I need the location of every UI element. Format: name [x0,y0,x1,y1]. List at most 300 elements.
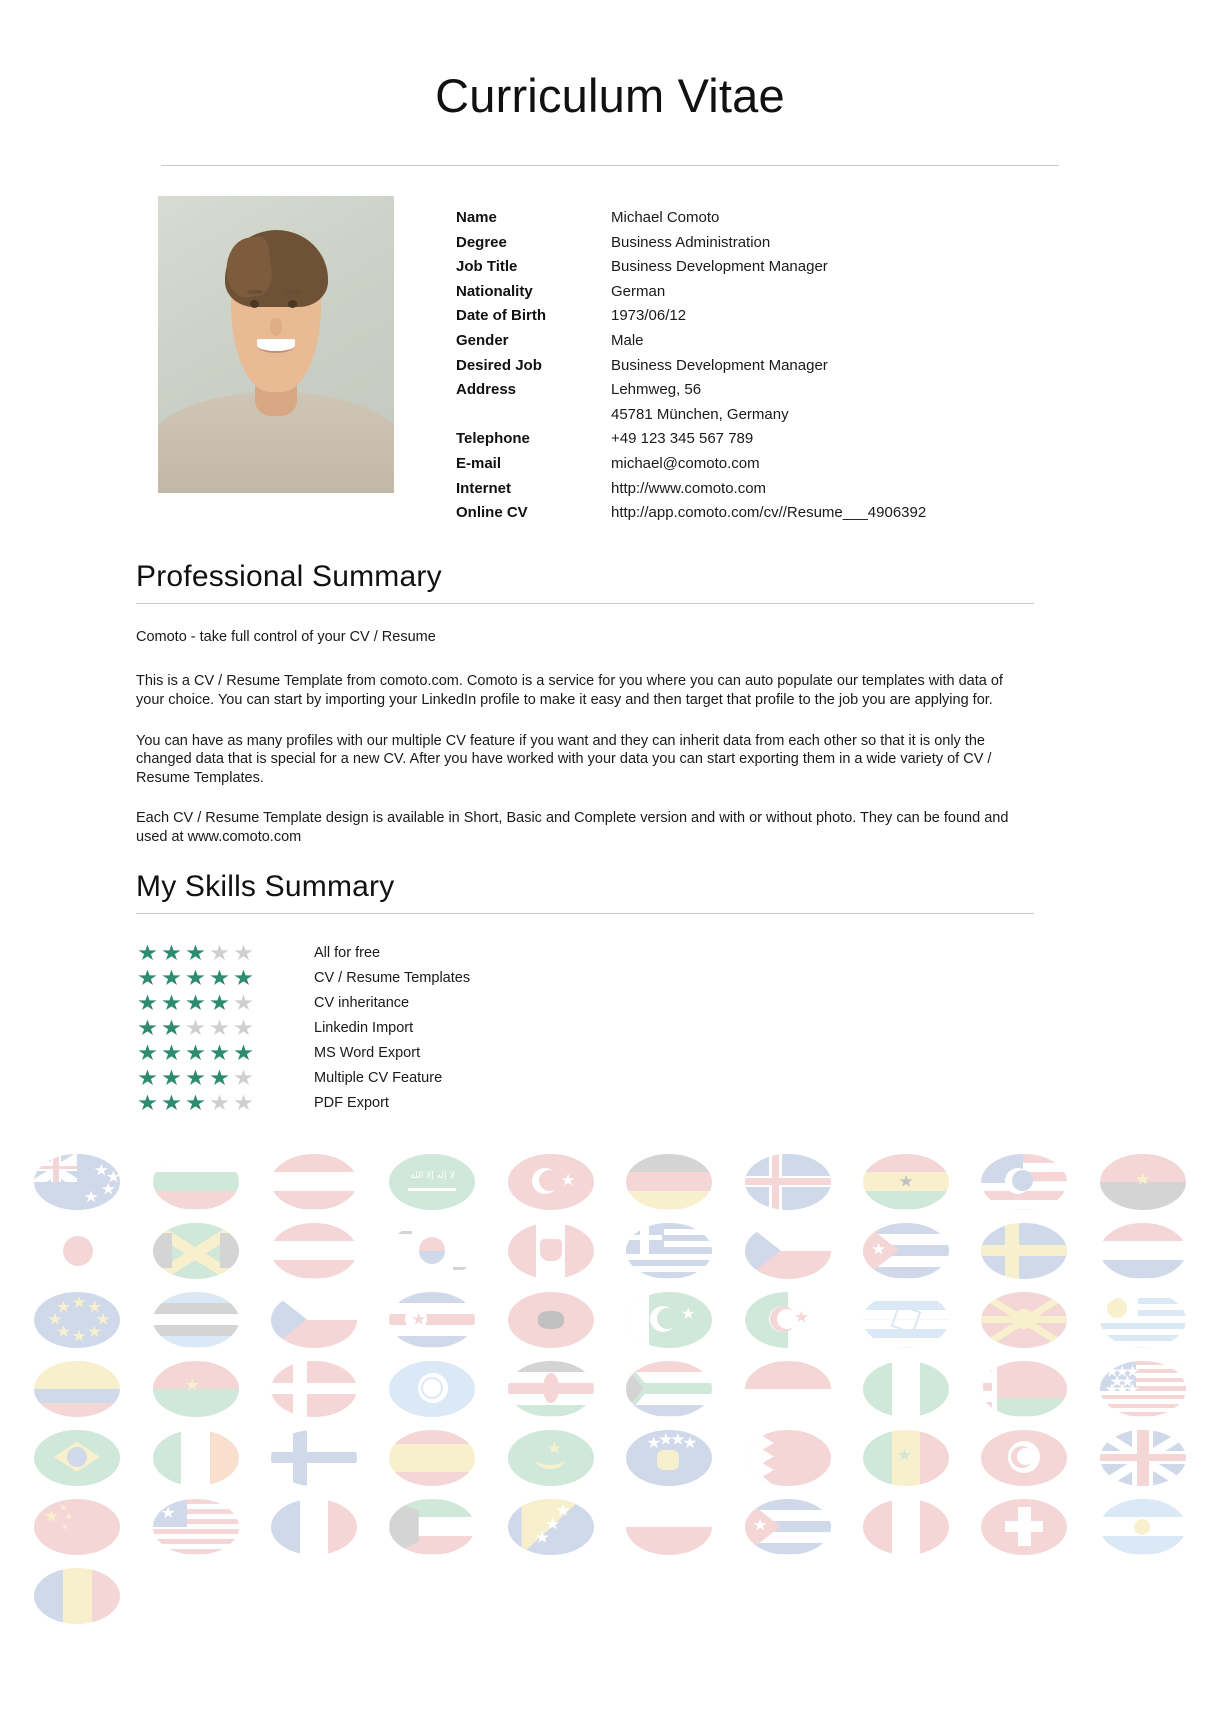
flag-cross-vertical [772,1154,779,1210]
flag-band [1100,1536,1186,1555]
flag-icon [153,1430,239,1486]
flag-cell [255,1217,373,1284]
info-label: Internet [456,479,512,497]
flag-cross-vertical [293,1361,307,1417]
info-value[interactable]: http://app.comoto.com/cv//Resume___4906392 [611,504,927,522]
star-filled-icon [136,967,159,988]
info-row [456,304,926,329]
star-filled-icon [160,1017,183,1038]
flag-cell [965,1217,1083,1284]
flag-maple-leaf-icon [540,1239,562,1261]
flag-band [626,1361,712,1372]
skill-row [136,1090,1084,1115]
flag-icon [271,1361,357,1417]
info-label: Telephone [456,430,530,448]
flag-band [920,1361,949,1417]
flag-cross-horizontal [271,1383,357,1394]
star-filled-icon [184,942,207,963]
star-filled-icon [208,1067,231,1088]
flag-cross-vertical [53,1154,59,1182]
info-row [456,231,926,256]
flag-cell [847,1217,965,1284]
flag-band [863,1223,949,1234]
skills-list [136,940,1084,1115]
flag-cell [18,1286,136,1353]
flag-icon [981,1430,1067,1486]
flag-icon [153,1361,239,1417]
flag-cell [728,1148,846,1215]
flag-cell [610,1493,728,1560]
flag-disc [1107,1298,1127,1318]
flag-band [920,1430,949,1486]
info-value: Male [611,331,644,349]
flag-band [981,1200,1067,1209]
flag-eagle-icon [538,1311,564,1329]
flag-cross-horizontal [745,1178,831,1185]
star-filled-icon [232,1042,255,1063]
info-value: 1973/06/12 [611,307,687,325]
flag-band [508,1223,537,1279]
star-filled-icon [184,967,207,988]
star-filled-icon [136,942,159,963]
flag-crescent-cut [777,1309,797,1329]
flag-band [1100,1223,1186,1242]
flag-band [565,1223,594,1279]
flag-icon [389,1292,475,1348]
flag-band [626,1154,712,1173]
flag-cell [492,1286,610,1353]
flag-band [63,1568,92,1624]
flag-icon [1100,1292,1186,1348]
flag-cell [847,1355,965,1422]
skill-label: MS Word Export [314,1044,421,1061]
info-row [456,255,926,280]
flag-cell [18,1355,136,1422]
flag-icon [745,1361,831,1417]
flag-band [34,1375,120,1389]
flag-icon [981,1499,1067,1555]
flag-band [892,1361,921,1417]
flag-band [508,1405,594,1416]
flag-icon [271,1430,357,1486]
skill-row [136,1015,1084,1040]
flag-band [626,1527,712,1555]
professional-summary-body [136,628,1084,847]
flag-band [34,1361,120,1375]
info-value[interactable]: http://www.comoto.com [611,479,767,497]
skill-label: PDF Export [314,1094,389,1111]
flag-icon [508,1430,594,1486]
identity-block [0,196,1220,526]
flag-cell [610,1148,728,1215]
flag-cell [136,1148,254,1215]
section-heading-skills-summary: My Skills Summary [136,870,395,904]
star-filled-icon [160,1067,183,1088]
info-label: Desired Job [456,356,542,374]
flag-cell [965,1286,1083,1353]
flag-icon [34,1154,120,1210]
flag-icon [34,1292,120,1348]
flag-band [626,1191,712,1210]
flag-cell [847,1424,965,1491]
flag-band [153,1314,239,1325]
flag-icon [34,1499,120,1555]
flag-band [34,1389,120,1403]
flag-band [181,1430,210,1486]
flag-icon [981,1361,1067,1417]
flag-icon [271,1223,357,1279]
flag-cell [18,1148,136,1215]
flag-cell [255,1286,373,1353]
info-row [456,452,926,477]
flag-icon [626,1223,712,1279]
flag-cell [373,1217,491,1284]
flag-cell [728,1286,846,1353]
flag-icon [1100,1499,1186,1555]
flag-crescent-cut [1017,1448,1034,1465]
info-row [456,477,926,502]
flag-cell [255,1355,373,1422]
flag-icon [1100,1223,1186,1279]
flag-gallery [0,1148,1220,1629]
skill-label: All for free [314,944,381,961]
flag-band [1100,1241,1186,1260]
flag-icon [34,1430,120,1486]
flag-cell [610,1355,728,1422]
flag-cell [1084,1493,1202,1560]
flag-cross-vertical [1005,1223,1019,1279]
star-filled-icon [136,1042,159,1063]
flag-icon [626,1154,712,1210]
flag-band [745,1389,831,1417]
flag-cell [847,1148,965,1215]
flag-ray [981,1316,1067,1323]
info-value: Michael Comoto [611,209,720,226]
flag-icon [863,1430,949,1486]
info-label: Gender [456,331,509,349]
flag-icon [863,1361,949,1417]
skill-rating-stars [136,1042,314,1063]
skill-label: Multiple CV Feature [314,1069,443,1086]
flag-band [389,1458,475,1472]
star-filled-icon [136,1067,159,1088]
photo-nose [270,318,282,336]
professional-summary-section [0,560,1220,847]
personal-info-table [456,196,926,526]
flag-cell [136,1286,254,1353]
flag-cell [728,1424,846,1491]
info-row [456,329,926,354]
flag-band [153,1430,182,1486]
flag-band [389,1325,475,1336]
flag-band [745,1499,831,1510]
flag-band [389,1444,475,1458]
flag-band [389,1314,475,1325]
info-row [456,206,926,231]
star-filled-icon [184,992,207,1013]
flag-cell [255,1424,373,1491]
star-filled-icon [184,1042,207,1063]
star-filled-icon [160,1092,183,1113]
section-divider [136,603,1034,604]
skill-label: CV inheritance [314,994,410,1011]
flag-cell [492,1355,610,1422]
flag-band [863,1191,949,1210]
flag-cell [18,1424,136,1491]
skill-rating-stars [136,992,314,1013]
star-empty-icon [232,1092,255,1113]
flag-cell [492,1148,610,1215]
flag-band [863,1430,892,1486]
flag-icon [153,1292,239,1348]
star-filled-icon [160,1042,183,1063]
flag-disc [1134,1519,1150,1535]
skill-row [136,1040,1084,1065]
flag-band [920,1499,949,1555]
flag-cell [373,1355,491,1422]
flag-band [508,1361,594,1372]
flag-band [153,1336,239,1347]
info-value: Lehmweg, 56 [611,381,702,399]
flag-cell [1084,1217,1202,1284]
info-row [456,354,926,379]
flag-band [745,1543,831,1554]
star-filled-icon [136,992,159,1013]
flag-band [153,1191,239,1210]
flag-band [1100,1341,1186,1347]
flag-band [92,1568,121,1624]
flag-band [863,1361,892,1417]
flag-icon [1100,1361,1186,1417]
summary-paragraph: This is a CV / Resume Template from comoto.com. Comoto is a service for you where you can auto populate our templates with data of your choice. You can start by importing your LinkedIn profile to make it easy and then target that profile to the job you are applying for. [136,673,1003,708]
star-empty-icon [208,942,231,963]
star-filled-icon [208,1042,231,1063]
flag-band [153,1292,239,1303]
star-filled-icon [208,992,231,1013]
info-label [456,403,611,428]
flag-icon [508,1292,594,1348]
flag-icon [863,1223,949,1279]
flag-cell [373,1148,491,1215]
flag-icon [153,1499,239,1555]
info-label: Address [456,381,517,399]
flag-cell [728,1217,846,1284]
flag-icon [863,1292,949,1348]
star-empty-icon [232,992,255,1013]
info-value: German [611,282,666,300]
flag-cell [373,1286,491,1353]
star-filled-icon [184,1067,207,1088]
flag-icon [981,1154,1067,1210]
star-filled-icon [232,967,255,988]
flag-icon [626,1499,712,1555]
skill-rating-stars [136,967,314,988]
star-empty-icon [232,1067,255,1088]
info-label: E-mail [456,454,502,472]
info-row [456,427,926,452]
flag-disc [63,1236,93,1266]
flag-shield-icon [543,1373,559,1403]
flag-cell [1084,1148,1202,1215]
flag-band [626,1272,712,1278]
flag-band [626,1405,712,1416]
flag-cell [847,1286,965,1353]
flag-band [1100,1499,1186,1518]
flag-cell [1084,1424,1202,1491]
flag-sword [408,1188,456,1191]
flag-band [892,1499,921,1555]
flag-icon [745,1430,831,1486]
flag-icon [508,1154,594,1210]
flag-band [34,1568,63,1624]
star-filled-icon [208,967,231,988]
flag-cell [492,1424,610,1491]
flag-icon [626,1361,712,1417]
flag-icon [389,1154,475,1210]
star-empty-icon [184,1017,207,1038]
flag-band [626,1172,712,1191]
flag-band [1100,1182,1186,1210]
photo-eyebrow-right [284,290,301,295]
flag-icon [389,1499,475,1555]
flag-icon [508,1499,594,1555]
star-empty-icon [208,1092,231,1113]
flag-icon [389,1430,475,1486]
flag-crescent [535,1449,565,1469]
info-label: Online CV [456,504,528,522]
flag-icon [271,1292,357,1348]
flag-band [153,1154,239,1173]
skill-label: CV / Resume Templates [314,969,471,986]
flag-cell [965,1493,1083,1560]
flag-icon [508,1223,594,1279]
star-empty-icon [232,1017,255,1038]
flag-cell [965,1355,1083,1422]
info-value: michael@comoto.com [611,454,760,472]
flag-cell [18,1217,136,1284]
flag-cross-horizontal [981,1245,1067,1256]
star-empty-icon [232,942,255,963]
flag-band [153,1325,239,1336]
flag-band [1100,1260,1186,1279]
flag-icon [271,1154,357,1210]
photo-eyebrow-left [247,290,264,295]
flag-band [153,1389,239,1417]
info-label: Degree [456,233,507,251]
flag-band [863,1154,949,1173]
flag-icon [863,1154,949,1210]
flag-icon [153,1223,239,1279]
flag-band [271,1223,357,1242]
flag-band [153,1549,239,1554]
flag-band [271,1154,357,1173]
flag-band [863,1292,949,1301]
flag-band [389,1472,475,1486]
flag-cell [136,1355,254,1422]
flag-icon [981,1292,1067,1348]
info-row [456,280,926,305]
flag-icon [1100,1154,1186,1210]
flag-cell [610,1217,728,1284]
info-label: Nationality [456,282,533,300]
flag-icon [271,1499,357,1555]
flag-band [34,1403,120,1417]
flag-cell [965,1148,1083,1215]
flag-icon [389,1223,475,1279]
star-filled-icon [136,1017,159,1038]
page-title: Curriculum Vitae [435,69,785,122]
flag-icon [1100,1430,1186,1486]
flag-cell [847,1493,965,1560]
info-row [456,501,926,526]
flag-icon [508,1361,594,1417]
info-row-address-second-line [456,403,926,428]
flag-icon [34,1361,120,1417]
flag-band [389,1303,475,1314]
star-filled-icon [160,967,183,988]
flag-cell [492,1493,610,1560]
flag-icon [389,1361,475,1417]
flag-cell [1084,1286,1202,1353]
info-label: Name [456,209,497,226]
flag-cell [136,1424,254,1491]
info-value: +49 123 345 567 789 [611,430,754,448]
flag-cell [610,1424,728,1491]
flag-cross-vertical [640,1223,649,1254]
skill-row [136,1065,1084,1090]
skill-rating-stars [136,1092,314,1113]
flag-band [863,1499,892,1555]
flag-cell [18,1493,136,1560]
summary-paragraph: Each CV / Resume Template design is available in Short, Basic and Complete version and with or without photo. They can be found and used at www.comoto.com [136,810,1009,845]
flag-icon [745,1223,831,1279]
flag-cell [965,1424,1083,1491]
flag-cell [610,1286,728,1353]
flag-cell [136,1493,254,1560]
section-heading-professional-summary: Professional Summary [136,559,442,593]
info-label: Date of Birth [456,307,546,325]
photo-eye-right [288,300,297,308]
flag-band [271,1499,300,1555]
star-empty-icon [208,1017,231,1038]
flag-icon [34,1568,120,1624]
flag-cell [492,1217,610,1284]
flag-band [153,1172,239,1191]
flag-cross-vertical [1018,1507,1032,1545]
flag-cell [1084,1355,1202,1422]
flag-icon [745,1292,831,1348]
flag-icon [626,1430,712,1486]
section-divider [136,913,1034,914]
info-value: Business Development Manager [611,258,828,276]
flag-band [389,1430,475,1444]
flag-cell [728,1355,846,1422]
flag-band [210,1430,239,1486]
flag-band [1100,1412,1186,1416]
star-filled-icon [160,992,183,1013]
flag-band [300,1499,329,1555]
photo-eye-left [250,300,259,308]
title-divider [161,165,1059,166]
flag-icon [153,1154,239,1210]
flag-icon [34,1223,120,1279]
summary-paragraph: You can have as many profiles with our multiple CV feature if you want and they can inherit data from each other so that it is only the changed data that is special for a new CV. After you have worked with your data you can start exporting them in a wide variety of CV / Resume Templates. [136,732,992,786]
flag-band [271,1172,357,1191]
info-value: Business Administration [611,233,771,251]
info-row [456,378,926,403]
flag-icon [745,1154,831,1210]
skill-row [136,940,1084,965]
